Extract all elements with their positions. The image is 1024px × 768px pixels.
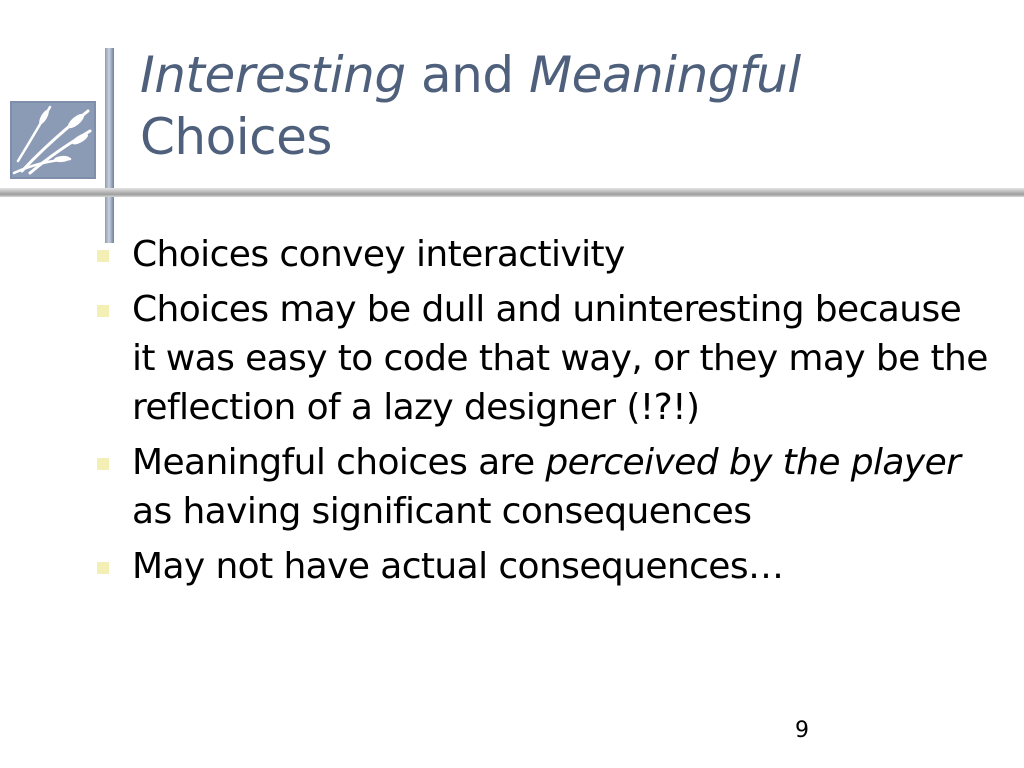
- bullet-text: May not have actual consequences…: [132, 546, 784, 587]
- bullet-list: [92, 230, 992, 597]
- bullet-item: [92, 542, 992, 591]
- bullet-marker-icon: [97, 458, 109, 470]
- title-word-interesting: Interesting: [140, 46, 406, 104]
- bullet-text-emphasis: perceived by the player: [545, 442, 961, 483]
- bullet-marker-icon: [97, 562, 109, 574]
- bullet-text-after: as having significant consequences: [132, 442, 972, 532]
- bullet-item: [92, 438, 992, 536]
- title-word-and: and: [405, 46, 529, 104]
- page-number: 9: [795, 718, 809, 743]
- quill-pens-logo-icon: [10, 101, 96, 179]
- title-word-meaningful: Meaningful: [528, 46, 801, 104]
- bullet-marker-icon: [97, 250, 109, 262]
- bullet-item: [92, 230, 992, 279]
- title-divider: [0, 188, 1024, 197]
- bullet-text-before: Meaningful choices are: [132, 442, 546, 483]
- bullet-item: [92, 285, 992, 432]
- title-line-2: Choices: [140, 108, 332, 166]
- title-line-1: [140, 44, 1000, 106]
- bullet-text: Choices convey interactivity: [132, 234, 625, 275]
- slide-title: [140, 44, 1000, 168]
- bullet-text: Choices may be dull and uninteresting because it was easy to code that way, or they may be the reflection of a lazy designer (!?!): [132, 289, 988, 428]
- title-accent-bar: [105, 48, 114, 243]
- bullet-marker-icon: [97, 305, 109, 317]
